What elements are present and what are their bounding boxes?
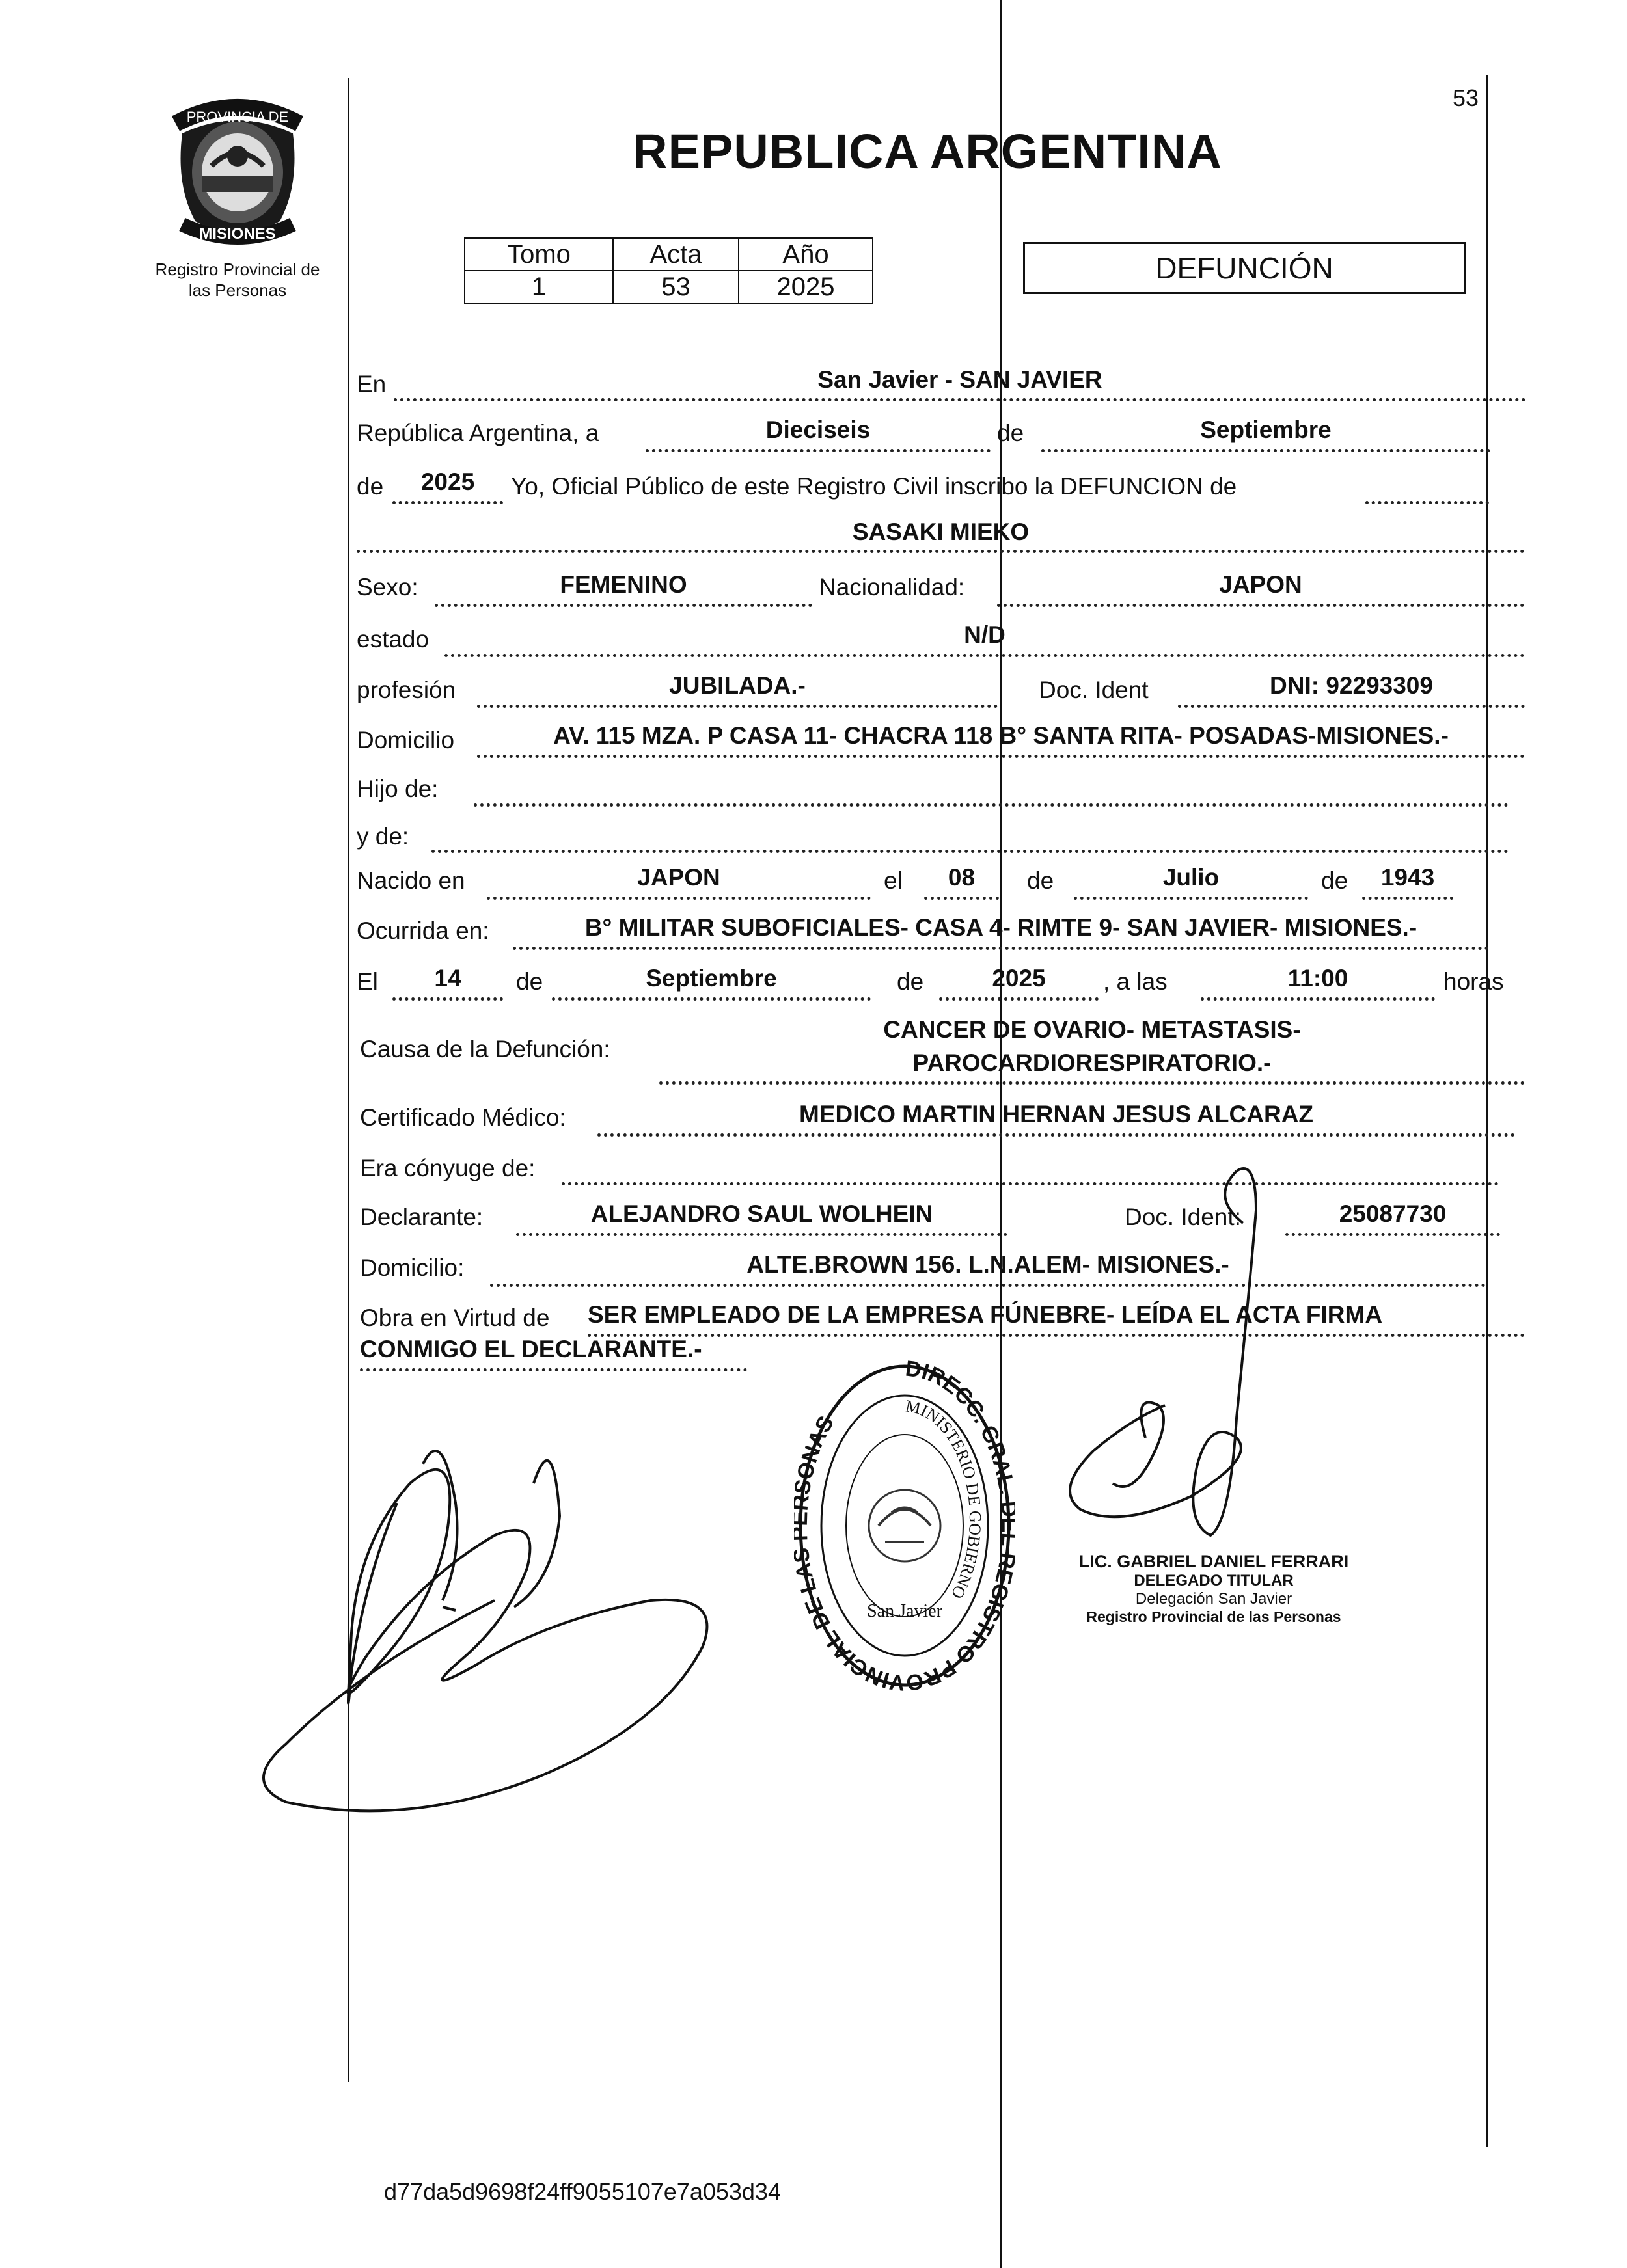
dots-profesion [477,705,998,708]
acta-header: Acta [613,238,739,271]
dots-en [394,398,1526,401]
registry-caption-line2: las Personas [188,280,287,300]
label-conyuge: Era cónyuge de: [360,1155,536,1181]
dots-declarante [516,1233,1007,1236]
label-de-def-mes: de [516,968,543,995]
label-de-def-anio: de [897,968,924,995]
official-signature [1041,1158,1328,1613]
dots-domicilio-declarante [490,1284,1486,1287]
label-causa: Causa de la Defunción: [360,1036,610,1062]
label-y-de: y de: [357,823,409,850]
registry-caption [130,259,345,301]
value-domicilio-declarante: ALTE.BROWN 156. L.N.ALEM- MISIONES.- [746,1251,1229,1278]
declarant-signature [247,1386,755,1828]
acta-value: 53 [613,271,739,303]
label-estado: estado [357,626,430,653]
dots-anio-inscripcion [392,501,503,504]
value-nac-dia: 08 [948,864,976,891]
tomo-value: 1 [465,271,613,303]
value-nacido-en: JAPON [637,864,720,891]
label-yo-oficial: Yo, Oficial Público de este Registro Civil inscribo la DEFUNCION de [511,473,1237,500]
document-type-box [1023,242,1466,294]
dots-conyuge [562,1182,1499,1185]
province-seal-logo [163,94,312,250]
label-domicilio-declarante: Domicilio: [360,1254,465,1281]
value-estado: N/D [964,621,1005,648]
value-nac-mes: Julio [1162,864,1220,891]
tomo-header: Tomo [465,238,613,271]
value-def-anio: 2025 [992,965,1046,992]
value-profesion: JUBILADA.- [669,672,806,699]
dots-nacido-en [487,897,871,900]
dots-ocurrida-en [513,947,1489,950]
dots-nombre [357,550,1525,553]
value-causa-1: CANCER DE OVARIO- METASTASIS- [883,1016,1301,1043]
value-mes-inscripcion: Septiembre [1200,416,1332,443]
stamp-inner-text: MINISTERIO DE GOBIERNO [904,1396,985,1602]
value-certificado: MEDICO MARTIN HERNAN JESUS ALCARAZ [799,1101,1314,1127]
value-lugar: San Javier - SAN JAVIER [817,366,1102,393]
dots-obra-2 [360,1368,747,1371]
label-de-anio: de [357,473,384,500]
label-declarante: Declarante: [360,1204,484,1230]
page-number: 53 [1453,85,1479,111]
official-title: DELEGADO TITULAR [1134,1572,1294,1589]
value-declarante: ALEJANDRO SAUL WOLHEIN [590,1200,933,1227]
document-type: DEFUNCIÓN [1155,251,1333,285]
value-dia-inscripcion: Dieciseis [765,416,871,443]
dots-def-dia [392,997,503,1001]
value-sexo: FEMENINO [560,571,687,598]
dots-nacionalidad [997,604,1524,607]
anio-value: 2025 [739,271,873,303]
label-nacido-en: Nacido en [357,867,465,894]
label-obra: Obra en Virtud de [360,1304,550,1331]
dots-def-hora [1201,997,1435,1001]
value-def-hora: 11:00 [1287,965,1348,992]
dots-nac-anio [1362,897,1453,900]
label-certificado: Certificado Médico: [360,1104,566,1131]
label-el-fecha: El [357,968,378,995]
record-table [464,237,873,304]
label-profesion: profesión [357,677,456,703]
value-def-mes: Septiembre [646,965,777,992]
official-caption [1061,1552,1367,1626]
dots-estado [444,654,1525,657]
official-office: Delegación San Javier [1135,1590,1292,1608]
label-de-mes: de [997,420,1024,446]
value-anio-inscripcion: 2025 [420,468,475,495]
anio-header: Año [739,238,873,271]
value-def-dia: 14 [434,965,461,992]
value-ocurrida-en: B° MILITAR SUBOFICIALES- CASA 4- RIMTE 9- SAN JAVIER- MISIONES.- [584,914,1417,941]
value-nacionalidad: JAPON [1219,571,1302,598]
dots-def-mes [552,997,871,1001]
dots-y-de [431,850,1509,853]
dots-nac-mes [1074,897,1308,900]
dots-doc-ident [1178,705,1525,708]
value-declarante-doc: 25087730 [1339,1200,1447,1227]
label-horas: horas [1443,968,1504,995]
stamp-outer-text: DIRECC. GRA EGISTRO PROVINCIAL DE L ONAS [794,1357,1015,1695]
dots-mes-inscripcion [1041,449,1490,452]
value-domicilio: AV. 115 MZA. P CASA 11- CHACRA 118 B° SANTA RITA- POSADAS-MISIONES.- [553,722,1449,749]
label-republica: República Argentina, a [357,420,599,446]
label-en: En [357,371,387,398]
dots-dia-inscripcion [646,449,991,452]
value-obra-1: SER EMPLEADO DE LA EMPRESA FÚNEBRE- LEÍDA EL ACTA FIRMA [588,1301,1383,1328]
label-doc-ident: Doc. Ident [1039,677,1149,703]
seal-text-bottom: MISIONES [199,225,276,243]
label-hijo-de: Hijo de: [357,776,439,802]
dots-causa [659,1081,1525,1085]
value-obra-2: CONMIGO EL DECLARANTE.- [360,1336,702,1362]
value-causa-2: PAROCARDIORESPIRATORIO.- [912,1049,1272,1076]
label-domicilio: Domicilio [357,727,455,753]
label-sexo: Sexo: [357,574,418,601]
seal-text-top: PROVINCIA DE [186,109,289,125]
label-de-nac-mes: de [1027,867,1054,894]
official-registry: Registro Provincial de las Personas [1086,1608,1341,1625]
value-nombre: SASAKI MIEKO [852,519,1030,545]
dots-sexo [435,604,812,607]
stamp-city: San Javier [867,1601,942,1621]
dots-certificado [597,1133,1515,1137]
label-ocurrida-en: Ocurrida en: [357,917,489,944]
label-nacionalidad: Nacionalidad: [819,574,965,601]
registry-caption-line1: Registro Provincial de [155,260,320,279]
dots-def-anio [939,997,1099,1001]
dots-defuncion-de [1365,501,1489,504]
official-name: LIC. GABRIEL DANIEL FERRARI [1078,1552,1349,1571]
dots-nac-dia [924,897,999,900]
value-nac-anio: 1943 [1380,864,1435,891]
official-stamp [794,1357,1015,1695]
document-title: REPUBLICA ARGENTINA [633,124,1222,178]
label-a-las: , a las [1103,968,1168,995]
label-el: el [884,867,903,894]
label-de-nac-anio: de [1321,867,1348,894]
dots-hijo-de [474,803,1509,807]
label-declarante-doc: Doc. Ident: [1125,1204,1241,1230]
value-doc-ident: DNI: 92293309 [1270,672,1433,699]
document-hash: d77da5d9698f24ff9055107e7a053d34 [384,2178,781,2205]
dots-domicilio [477,755,1525,758]
official-stamp-graphic [794,1357,1015,1695]
